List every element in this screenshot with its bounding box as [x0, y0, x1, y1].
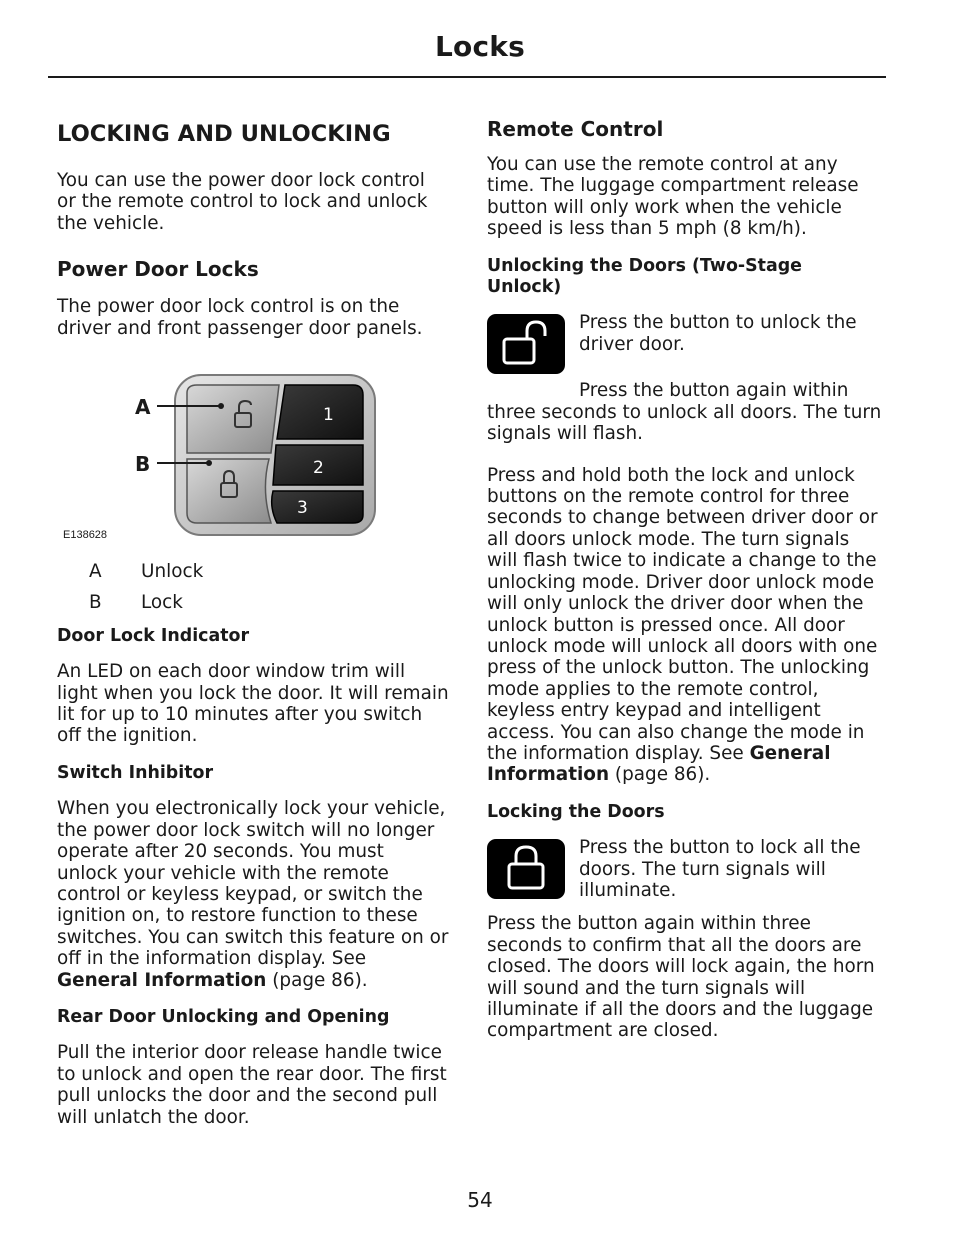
lock-instruction-text: Press the button to lock all the doors. The turn signals will illuminate. — [579, 837, 861, 901]
hold-both-buttons-body: Press and hold both the lock and unlock buttons on the remote control for three seconds to change between driver door or all doors unlock mode. The turn signals will flash twice to indicate a change to the unlocking mode. Driver door unlock mode will only unlock the driver door when the unlock button is pressed once. All door unlock mode will unlock all doors with one press of the unlock button. The unlocking mode applies to the remote control, keyless entry keypad and intelligent access. You can also change the mode in the information display. — [487, 464, 878, 764]
door-lock-switch-figure — [57, 355, 449, 545]
callout-dot-a — [218, 403, 224, 409]
callout-dot-b — [206, 460, 212, 466]
door-lock-indicator-text: An LED on each door window trim will light when you lock the door. It will remain lit for up to 10 minutes after you switch off the ignition. — [57, 661, 449, 747]
unlocking-doors-heading: Unlocking the Doors (Two-Stage Unlock) — [487, 255, 802, 298]
callout-label-a: A — [135, 395, 151, 420]
locking-doors-heading: Locking the Doors — [487, 801, 665, 822]
switch-inhibitor-heading: Switch Inhibitor — [57, 762, 214, 783]
unlock-padlock-icon — [487, 314, 565, 374]
unlock-button-icon — [487, 314, 565, 374]
window-button-3-label: 3 — [297, 498, 308, 519]
figure-legend — [57, 561, 449, 614]
figure-code: E138628 — [63, 529, 108, 542]
legend-value: Unlock — [141, 561, 204, 583]
lock-instruction-text-wrap — [579, 837, 882, 901]
general-information-link[interactable]: General Information — [57, 969, 267, 991]
unlock-instruction-text: Press the button to unlock the driver door. — [579, 312, 857, 355]
door-lock-indicator-heading: Door Lock Indicator — [57, 625, 250, 646]
legend-key: A — [89, 561, 102, 583]
unlock-again-text: Press the button again within three seconds to unlock all doors. The turn signals will flash. — [487, 380, 882, 445]
remote-control-text: You can use the remote control at any time. The luggage compartment release button will only work when the vehicle speed is less than 5 mph (8 km/h). — [487, 154, 859, 240]
right-column — [487, 112, 882, 1042]
unlock-switch-button — [187, 385, 279, 453]
lock-instruction — [487, 837, 882, 901]
page-number: 54 — [467, 1188, 493, 1212]
legend-row — [57, 561, 449, 582]
callout-label-b: B — [135, 452, 151, 477]
rear-door-heading: Rear Door Unlocking and Opening — [57, 1006, 390, 1027]
page-header-title: Locks — [435, 30, 525, 63]
section-title: LOCKING AND UNLOCKING — [57, 121, 391, 147]
unlock-instruction — [487, 312, 882, 374]
intro-paragraph: You can use the power door lock control or the remote control to lock and unlock the vehicle. — [57, 170, 428, 234]
switch-inhibitor-body: When you electronically lock your vehicle, the power door lock switch will no longer operate after 20 seconds. You must unlock your vehicle with the remote control or keyless keypad, or switch the ignition on, to restore function to these switches. You can switch this feature on or off in the information display. — [57, 798, 449, 970]
page-reference: (page 86). — [614, 764, 711, 786]
hold-both-buttons-text — [487, 465, 882, 786]
left-column — [57, 112, 449, 1128]
see-label: See — [331, 948, 367, 970]
lock-again-text: Press the button again within three seconds to confirm that all the doors are closed. The doors will lock again, the horn will sound and the turn signals will illuminate if all the doors and the luggage compartment are closed. — [487, 913, 875, 1042]
power-door-locks-heading: Power Door Locks — [57, 257, 259, 282]
see-label: See — [709, 742, 744, 764]
window-button-1 — [277, 385, 363, 439]
power-door-locks-text: The power door lock control is on the driver and front passenger door panels. — [57, 296, 423, 339]
page-reference: (page 86). — [272, 969, 368, 991]
window-button-2-label: 2 — [313, 458, 324, 479]
window-button-1-label: 1 — [323, 405, 334, 426]
lock-button-icon — [487, 839, 565, 899]
lock-switch-button — [187, 459, 271, 523]
rear-door-text: Pull the interior door release handle twice to unlock and open the rear door. The first pull unlocks the door and the second pull will unlatch the door. — [57, 1042, 447, 1128]
window-button-3 — [272, 491, 363, 523]
legend-row — [57, 592, 449, 613]
general-information-link[interactable]: General Information — [487, 742, 831, 786]
switch-inhibitor-text — [57, 798, 449, 991]
header-rule — [48, 76, 886, 78]
legend-key: B — [89, 592, 102, 614]
lock-padlock-icon — [487, 839, 565, 899]
unlock-instruction-text-wrap — [579, 312, 882, 374]
legend-value: Lock — [141, 592, 183, 614]
remote-control-heading: Remote Control — [487, 117, 664, 141]
door-lock-switch-illustration — [57, 355, 449, 545]
